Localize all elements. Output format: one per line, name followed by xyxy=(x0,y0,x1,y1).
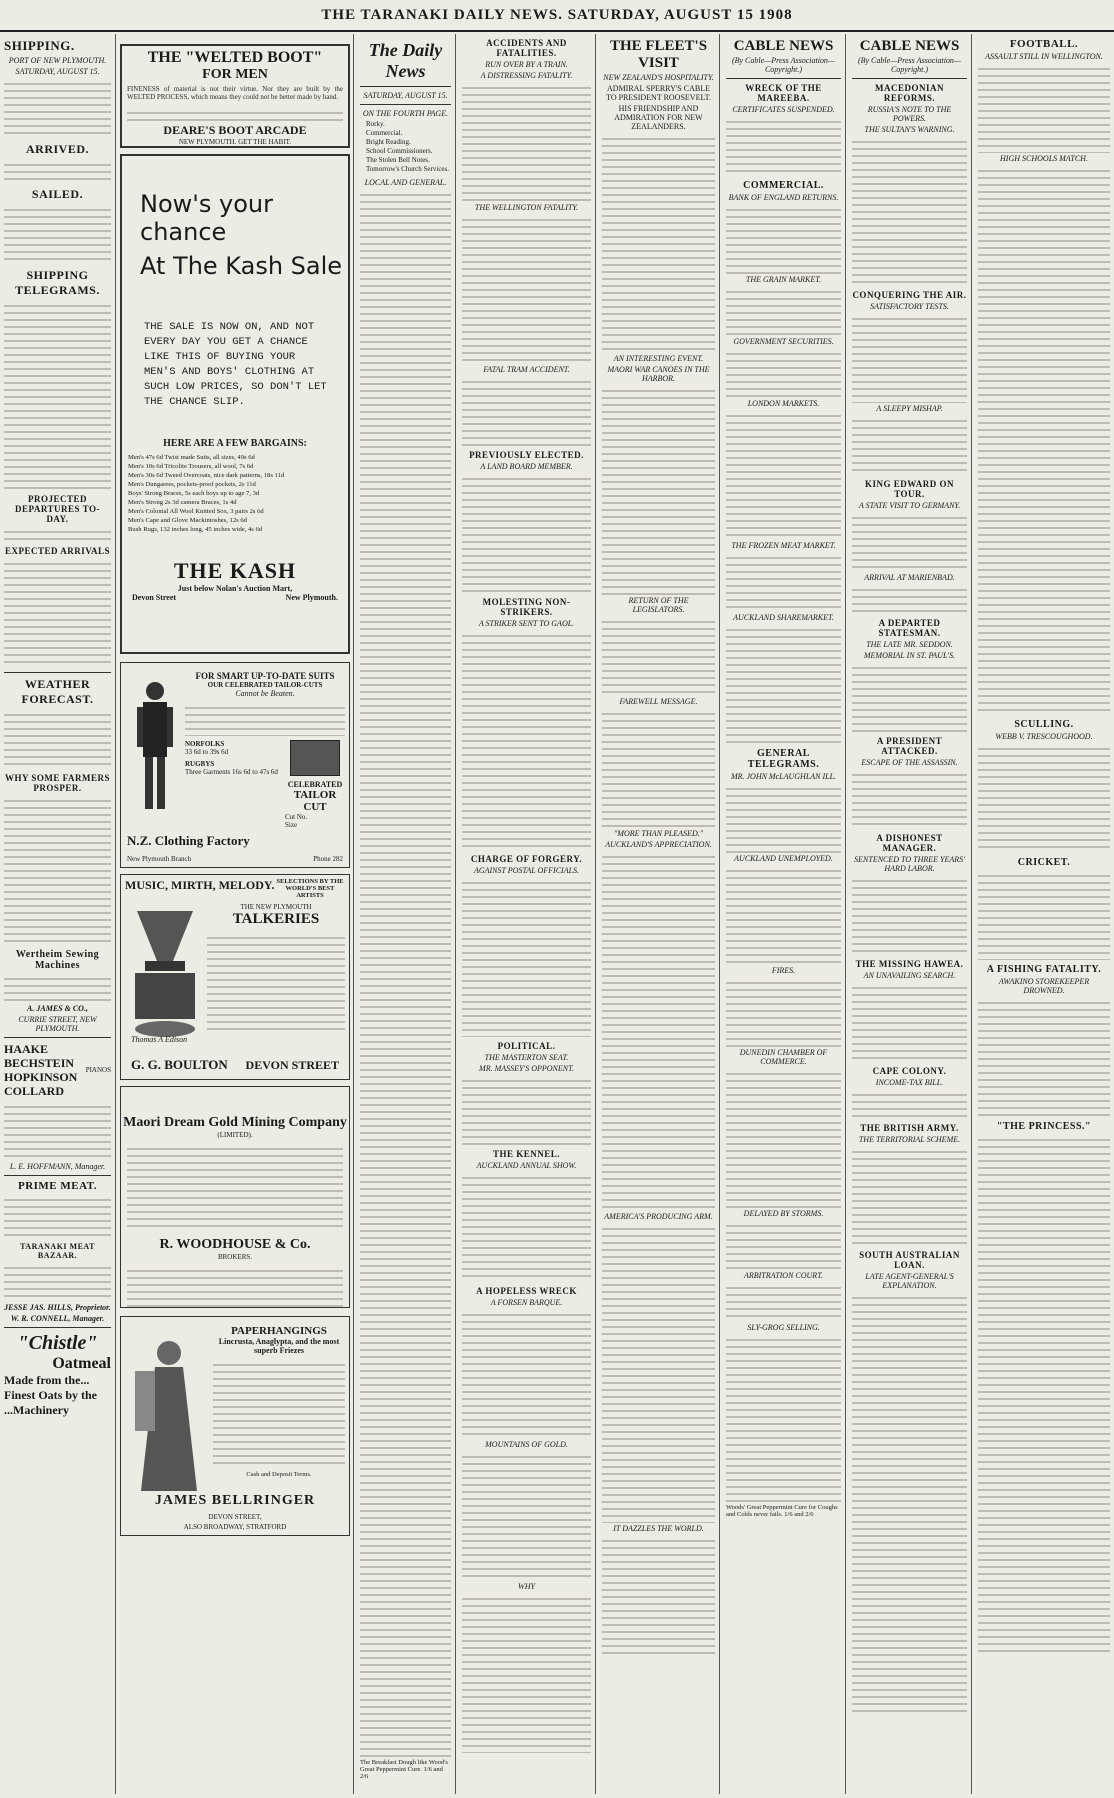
story-heading: AN INTERESTING EVENT. xyxy=(613,354,704,363)
pianos-label: PIANOS xyxy=(85,1066,111,1074)
piano-brand: COLLARD xyxy=(4,1084,65,1098)
woodhouse-brokers: BROKERS. xyxy=(217,1253,253,1261)
meat-bazaar-heading: TARANAKI MEAT BAZAAR. xyxy=(20,1242,95,1260)
story-heading: RUN OVER BY A TRAIN. xyxy=(485,60,568,69)
talkeries-pre: THE NEW PLYMOUTH xyxy=(240,903,312,911)
cable-footer: Woods' Great Peppermint Cure for Coughs and Colds never fails. 1/6 and 2/6 xyxy=(726,1504,838,1518)
prime-meat-heading: PRIME MEAT. xyxy=(17,1180,98,1192)
story-subheading: MAORI WAR CANOES IN THE HARBOR. xyxy=(607,365,710,383)
story-heading: A DEPARTED STATESMAN. xyxy=(878,618,941,638)
tailor-cuts: OUR CELEBRATED TAILOR-CUTS xyxy=(207,681,323,689)
bargain-item: Men's Strong 2s 3d camera Braces, 1s 4d xyxy=(128,499,237,506)
contents-item: Rorky. xyxy=(366,120,385,128)
story-heading: MOLESTING NON-STRIKERS. xyxy=(482,597,571,617)
story-subheading: CERTIFICATES SUSPENDED. xyxy=(732,105,835,114)
story-subheading: BANK OF ENGLAND RETURNS. xyxy=(728,193,839,202)
fourth-page-heading: ON THE FOURTH PAGE. xyxy=(362,109,449,118)
story-subheading: RUSSIA'S NOTE TO THE POWERS. xyxy=(867,105,952,123)
norfolks-price: 33 6d to 39s 6d xyxy=(185,748,229,756)
tailor-cut-label: TAILOR CUT xyxy=(293,789,337,813)
editorial-date: SATURDAY, AUGUST 15. xyxy=(363,91,448,100)
piano-brand: BECHSTEIN xyxy=(4,1056,75,1070)
contents-item: The Stolen Bell Notes. xyxy=(366,156,430,164)
story-heading: MACEDONIAN REFORMS. xyxy=(875,83,944,103)
story-heading: AMERICA'S PRODUCING ARM. xyxy=(604,1212,713,1221)
story-subheading: A LAND BOARD MEMBER. xyxy=(480,462,573,471)
woodhouse-name: R. WOODHOUSE & Co. xyxy=(159,1237,311,1252)
fleet-heading: THE FLEET'S VISIT xyxy=(609,38,708,71)
column-fleet xyxy=(598,34,720,1794)
contents-item: Commercial. xyxy=(366,129,403,137)
contents-item: Tomorrow's Church Services. xyxy=(366,165,450,173)
column-cable-news-2 xyxy=(848,34,972,1794)
fleet-sub: HIS FRIENDSHIP AND ADMIRATION FOR NEW ZEALANDERS. xyxy=(614,104,703,131)
accidents-heading: ACCIDENTS AND FATALITIES. xyxy=(486,38,567,58)
express-heading: EXPECTED ARRIVALS xyxy=(4,546,111,556)
cannot-be-beaten: Cannot be Beaten. xyxy=(235,689,295,698)
express-text xyxy=(4,558,111,668)
story-subheading: THE TERRITORIAL SCHEME. xyxy=(858,1135,961,1144)
weather-heading: WEATHER FORECAST. xyxy=(21,677,94,706)
deare-address: NEW PLYMOUTH. GET THE HABIT. xyxy=(178,137,292,146)
kash-street: Devon Street xyxy=(132,593,177,602)
bargain-item: Men's Colonial All Wool Knitted Sox, 3 pairs 2s 6d xyxy=(128,508,264,515)
bargains-heading: HERE ARE A FEW BARGAINS: xyxy=(163,438,307,449)
talkeries-name: TALKERIES xyxy=(232,911,320,927)
bellringer-branch: ALSO BROADWAY, STRATFORD xyxy=(183,1523,287,1531)
bargain-item: Bush Rugs, 132 inches long, 45 inches wide, 4s 6d xyxy=(128,526,263,533)
shipping-date: SATURDAY, AUGUST 15. xyxy=(15,67,100,76)
story-heading: FAREWELL MESSAGE. xyxy=(619,697,698,706)
story-heading: AUCKLAND SHAREMARKET. xyxy=(733,613,834,622)
contents-item: Bright Reading. xyxy=(366,138,411,146)
story-subheading: MEMORIAL IN ST. PAUL'S. xyxy=(863,651,956,660)
telegrams-heading: SHIPPING TELEGRAMS. xyxy=(15,268,100,297)
story-heading: CRICKET. xyxy=(1017,857,1071,868)
woman-illustration xyxy=(125,1331,211,1501)
boulton-street: DEVON STREET xyxy=(245,1058,339,1072)
story-subheading: ESCAPE OF THE ASSASSIN. xyxy=(861,758,958,767)
story-heading: THE KENNEL. xyxy=(492,1149,560,1159)
paper-title: The Daily News xyxy=(368,40,443,81)
bargain-item: Men's 30s 6d Tweed Overcoats, nice dark patterns, 18s 11d xyxy=(128,472,285,479)
bellringer-street: DEVON STREET, xyxy=(208,1513,262,1521)
sellers-name: A. JAMES & CO., xyxy=(27,1004,88,1013)
story-subheading: MR. JOHN McLAUGHLAN ILL. xyxy=(730,772,837,781)
piano-text xyxy=(4,1101,111,1161)
bargain-item: Men's 47s 6d Twist made Suits, all sizes, 49s 6d xyxy=(128,454,255,461)
story-heading: HIGH SCHOOLS MATCH. xyxy=(1000,154,1088,163)
piano-brands xyxy=(4,1042,111,1098)
story-heading: SLY-GROG SELLING. xyxy=(747,1323,820,1332)
story-heading: POLITICAL. xyxy=(497,1041,556,1051)
meat-bazaar-text xyxy=(4,1262,111,1302)
story-heading: THE FROZEN MEAT MARKET. xyxy=(731,541,836,550)
cable-news-heading: CABLE NEWS xyxy=(859,38,960,54)
boulton-name: G. G. BOULTON xyxy=(131,1057,228,1072)
paperhangings-sub: Lincrusta, Anaglypta, and the most superb Friezes xyxy=(218,1337,340,1355)
edison-signature: Thomas A Edison xyxy=(131,1035,188,1044)
story-heading: IT DAZZLES THE WORLD. xyxy=(613,1524,704,1533)
welted-body: FINENESS of material is not their virtue. Nor they are built by the WELTED PROCESS, which means they could not be better made by hand. xyxy=(127,85,343,102)
story-subheading: THE SULTAN'S WARNING. xyxy=(864,125,955,134)
oatmeal-label: Oatmeal xyxy=(52,1355,111,1372)
deare-name: DEARE'S BOOT ARCADE xyxy=(163,122,307,137)
cut-no-label: Cut No. xyxy=(285,813,308,821)
story-subheading: INCOME-TAX BILL. xyxy=(875,1078,944,1087)
talkeries-ad xyxy=(120,874,350,1080)
norfolks-label: NORFOLKS xyxy=(185,740,225,748)
meat-manager: JESSE JAS. HILLS, Proprietor. xyxy=(4,1303,111,1312)
nz-clothing-branch: New Plymouth Branch xyxy=(127,855,192,863)
story-heading: A FISHING FATALITY. xyxy=(986,964,1102,975)
story-heading: SCULLING. xyxy=(1014,719,1074,730)
sailed-heading: SAILED. xyxy=(31,187,84,201)
local-general-text xyxy=(360,189,451,1759)
rugbys-price: Three Garments 16s 6d to 47s 6d xyxy=(185,768,278,776)
story-heading: WHY xyxy=(518,1582,535,1591)
column-accidents xyxy=(458,34,596,1794)
nz-clothing-name: N.Z. Clothing Factory xyxy=(127,833,250,848)
kash-sale-ad xyxy=(120,154,350,654)
story-heading: AUCKLAND UNEMPLOYED. xyxy=(734,854,833,863)
selections-heading: SELECTIONS BY THE WORLD'S BEST ARTISTS xyxy=(276,878,344,899)
column-cable-news-1 xyxy=(722,34,846,1794)
story-heading: CHARGE OF FORGERY. xyxy=(470,854,583,864)
story-subheading: ARRIVAL AT MARIENBAD. xyxy=(864,573,955,582)
shipping-heading: SHIPPING. xyxy=(4,38,75,53)
arrived-text xyxy=(4,159,111,183)
piano-brand: HAAKE xyxy=(4,1042,49,1056)
column-ads xyxy=(118,34,354,1794)
made-from-text: Made from the... Finest Oats by the ...Machinery xyxy=(4,1373,97,1417)
story-heading: PREVIOUSLY ELECTED. xyxy=(469,450,584,460)
story-heading: LONDON MARKETS. xyxy=(747,399,820,408)
factory-logo-icon xyxy=(290,740,340,776)
bellringer-name: JAMES BELLRINGER xyxy=(154,1493,316,1508)
story-heading: FIRES. xyxy=(771,966,796,975)
paperhangings-ad xyxy=(120,1316,350,1536)
story-subheading: A STATE VISIT TO GERMANY. xyxy=(858,501,961,510)
cable-news-sub: (By Cable—Press Association—Copyright.) xyxy=(731,56,836,74)
farmers-heading: WHY SOME FARMERS PROSPER. xyxy=(4,773,110,793)
story-subheading: WEBB V. TRESCOUGHOOD. xyxy=(995,732,1093,741)
story-heading: THE WELLINGTON FATALITY. xyxy=(474,203,579,212)
column-sport xyxy=(974,34,1114,1794)
story-heading: CONQUERING THE AIR. xyxy=(852,290,967,300)
story-heading: AUCKLAND'S APPRECIATION. xyxy=(605,840,712,849)
local-heading: LOCAL AND GENERAL. xyxy=(364,178,447,187)
story-subheading: AGAINST POSTAL OFFICIALS. xyxy=(473,866,580,875)
prime-meat-text xyxy=(4,1194,111,1238)
bargain-list xyxy=(122,449,348,538)
welted-sub: FOR MEN xyxy=(202,67,268,82)
departures-heading: PROJECTED DEPARTURES TO-DAY. xyxy=(15,494,100,524)
story-heading: GOVERNMENT SECURITIES. xyxy=(733,337,834,346)
nz-clothing-phone: Phone 282 xyxy=(313,855,343,863)
size-label: Size xyxy=(285,821,298,829)
story-heading: A PRESIDENT ATTACKED. xyxy=(876,736,943,756)
story-heading: THE GRAIN MARKET. xyxy=(745,275,822,284)
fleet-sub: NEW ZEALAND'S HOSPITALITY. xyxy=(603,73,714,82)
man-in-suit-illustration xyxy=(127,677,183,817)
column-editorial xyxy=(356,34,456,1794)
story-heading: RETURN OF THE LEGISLATORS. xyxy=(628,596,689,614)
chistle-brand: "Chistle" xyxy=(17,1332,98,1354)
weather-text xyxy=(4,709,111,769)
kash-headline-1: Now's your chance xyxy=(140,190,273,246)
meat-manager: W. R. CONNELL, Manager. xyxy=(10,1314,105,1323)
story-heading: COMMERCIAL. xyxy=(743,180,824,191)
bargain-item: Men's 10s 6d Tricolite Trousers, all wool, 7s 6d xyxy=(128,463,254,470)
clothing-factory-ad xyxy=(120,662,350,868)
story-heading: WRECK OF THE MAREEBA. xyxy=(745,83,822,103)
story-heading: A SLEEPY MISHAP. xyxy=(876,404,943,413)
bargain-item: Men's Dungarees, pockets-proof pockets, 2s 11d xyxy=(128,481,256,488)
story-subheading: A STRIKER SENT TO GAOL. xyxy=(478,619,575,628)
sailed-text xyxy=(4,204,111,264)
bargain-item: Men's Cape and Glove Mackintoshes, 12s 6d xyxy=(128,517,247,524)
story-heading: KING EDWARD ON TOUR. xyxy=(864,479,954,499)
story-subheading: AUCKLAND ANNUAL SHOW. xyxy=(476,1161,577,1170)
contents-list xyxy=(360,120,451,174)
port-title: PORT OF NEW PLYMOUTH. xyxy=(8,56,107,65)
story-subheading: SATISFACTORY TESTS. xyxy=(870,302,949,311)
story-subheading: LATE AGENT-GENERAL'S EXPLANATION. xyxy=(865,1272,954,1290)
phonograph-illustration xyxy=(127,901,203,1041)
story-heading: CAPE COLONY. xyxy=(872,1066,947,1076)
maori-dream-ad xyxy=(120,1086,350,1308)
story-subheading: A DISTRESSING FATALITY. xyxy=(480,71,573,80)
sellers-address: CURRIE STREET, NEW PLYMOUTH. xyxy=(18,1015,97,1033)
fleet-sub: ADMIRAL SPERRY'S CABLE TO PRESIDENT ROOSEVELT. xyxy=(606,84,711,102)
story-heading: THE MISSING HAWEA. xyxy=(855,959,964,969)
hoffmann: L. E. HOFFMANN, Manager. xyxy=(9,1162,106,1171)
story-subheading: ASSAULT STILL IN WELLINGTON. xyxy=(985,52,1103,61)
piano-brand: HOPKINSON xyxy=(4,1070,78,1084)
kash-headline-2: At The Kash Sale xyxy=(140,252,343,280)
wertheim-heading: Wertheim Sewing Machines xyxy=(15,949,100,971)
celebrated-label: CELEBRATED xyxy=(287,780,343,789)
story-heading: ARBITRATION COURT. xyxy=(743,1271,824,1280)
wertheim-text xyxy=(4,973,111,1003)
maori-dream-sub: (LIMITED). xyxy=(217,1131,253,1139)
football-heading: FOOTBALL. xyxy=(1009,38,1079,50)
telegrams-text xyxy=(4,300,111,490)
farmers-text xyxy=(4,795,111,945)
story-heading: "MORE THAN PLEASED." xyxy=(613,829,704,838)
kash-name: THE KASH xyxy=(173,558,297,583)
welted-boot-ad xyxy=(120,44,350,148)
contents-item: School Commissioners. xyxy=(366,147,433,155)
bargain-item: Boys' Strong Braces, 5s each boys up to age 7, 3d xyxy=(128,490,260,497)
story-heading: MOUNTAINS OF GOLD. xyxy=(485,1440,568,1449)
story-heading: DUNEDIN CHAMBER OF COMMERCE. xyxy=(739,1048,828,1066)
story-subheading: AWAKINO STOREKEEPER DROWNED. xyxy=(998,977,1090,995)
story-heading: "THE PRINCESS." xyxy=(996,1121,1092,1132)
rugbys-label: RUGBYS xyxy=(185,760,215,768)
cable-news-sub: (By Cable—Press Association—Copyright.) xyxy=(857,56,962,74)
kash-town: New Plymouth. xyxy=(285,593,338,602)
arrived-heading: ARRIVED. xyxy=(25,142,89,156)
masthead: THE TARANAKI DAILY NEWS. SATURDAY, AUGUST 15 1908 xyxy=(0,0,1114,32)
story-subheading: SENTENCED TO THREE YEARS' HARD LABOR. xyxy=(854,855,965,873)
maori-dream-heading: Maori Dream Gold Mining Company xyxy=(123,1115,347,1130)
cash-credit: Cash and Deposit Terms. xyxy=(246,1471,312,1478)
departures-text xyxy=(4,526,111,542)
kash-body: THE SALE IS NOW ON, AND NOT EVERY DAY YOU GET A CHANCE LIKE THIS OF BUYING YOUR MEN'S AND BOYS' CLOTHING AT SUCH LOW PRICES, SO DON'T LET THE CHANCE SLIP. xyxy=(144,321,327,408)
story-heading: GENERAL TELEGRAMS. xyxy=(747,748,820,770)
story-subheading: THE MASTERTON SEAT. xyxy=(484,1053,569,1062)
cable-news-heading: CABLE NEWS xyxy=(733,38,834,54)
column-shipping xyxy=(0,34,116,1794)
story-heading: A HOPELESS WRECK xyxy=(476,1286,577,1296)
story-subheading: AN UNAVAILING SEARCH. xyxy=(863,971,956,980)
welted-title: THE "WELTED BOOT" xyxy=(147,49,323,66)
story-subheading: A FORSEN BARQUE. xyxy=(490,1298,563,1307)
story-heading: FATAL TRAM ACCIDENT. xyxy=(483,365,570,374)
story-heading: DELAYED BY STORMS. xyxy=(743,1209,824,1218)
kash-address: Just below Nolan's Auction Mart, xyxy=(177,584,293,593)
music-heading: MUSIC, MIRTH, MELODY. xyxy=(125,878,275,892)
story-heading: THE BRITISH ARMY. xyxy=(860,1123,959,1133)
story-subheading: MR. MASSEY'S OPPONENT. xyxy=(479,1064,574,1073)
tide-table xyxy=(4,78,111,138)
story-heading: A DISHONEST MANAGER. xyxy=(876,833,943,853)
story-heading: SOUTH AUSTRALIAN LOAN. xyxy=(859,1250,960,1270)
paperhangings-heading: PAPERHANGINGS xyxy=(231,1325,327,1337)
story-subheading: THE LATE MR. SEDDON. xyxy=(866,640,953,649)
editorial-footer: The Breakfast Dough like Wood's Great Peppermint Cure. 1/6 and 2/6 xyxy=(360,1759,448,1780)
smart-suits-heading: FOR SMART UP-TO-DATE SUITS xyxy=(195,671,335,681)
